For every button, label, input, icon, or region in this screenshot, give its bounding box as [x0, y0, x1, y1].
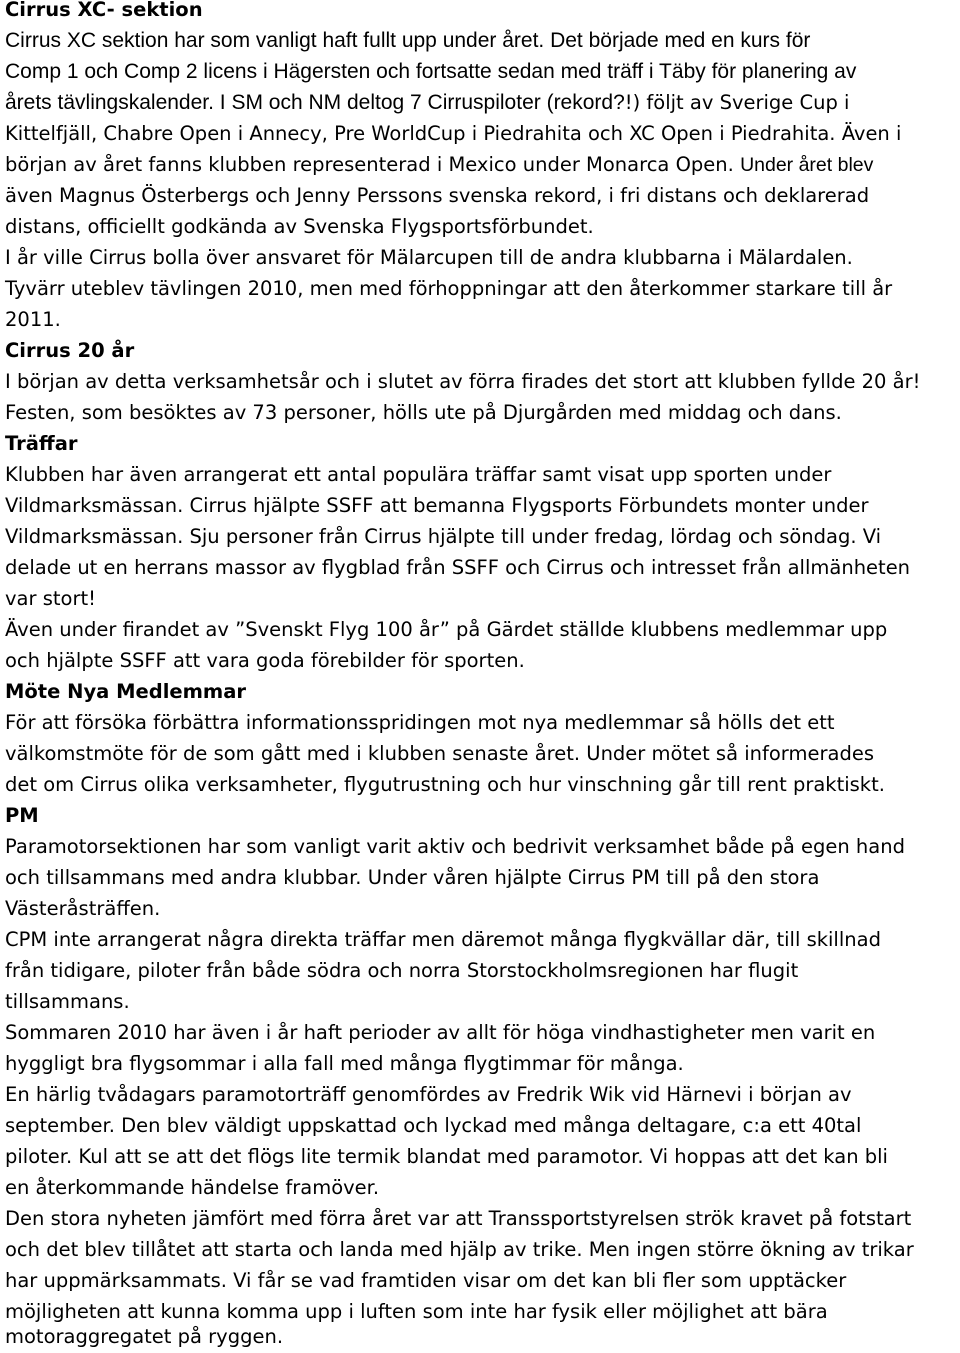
text-line: Sommaren 2010 har även i år haft perioder av allt för höga vindhastigheter men varit en [5, 1021, 876, 1044]
text-line: Västeråsträffen. [5, 897, 161, 920]
text-line: distans, officiellt godkända av Svenska Flygsportsförbundet. [5, 215, 594, 238]
text-line: från tidigare, piloter från både södra och norra Storstockholmsregionen har flugit [5, 959, 799, 982]
heading-cirrus-20: Cirrus 20 år [5, 339, 135, 362]
text-line: För att försöka förbättra informationsspridingen mot nya medlemmar så hölls det ett [5, 711, 835, 734]
text-line: Även under firandet av ”Svenskt Flyg 100 år” på Gärdet ställde klubbens medlemmar upp [5, 618, 888, 641]
text-line: Tyvärr uteblev tävlingen 2010, men med förhoppningar att den återkommer starkare till år [5, 277, 893, 300]
text-line: piloter. Kul att se att det flögs lite termik blandat med paramotor. Vi hoppas att det kan bli [5, 1145, 888, 1168]
text-line: Cirrus XC sektion har som vanligt haft fullt upp under året. Det började med en kurs för [5, 29, 811, 52]
text-line: en återkommande händelse framöver. [5, 1176, 380, 1199]
text-line: motoraggregatet på ryggen. [5, 1325, 284, 1348]
text-line: Comp 1 och Comp 2 licens i Hägersten och fortsatte sedan med träff i Täby för planering av [5, 60, 857, 83]
text-segment: Under året blev [740, 154, 874, 176]
text-line: hyggligt bra flygsommar i alla fall med många flygtimmar för många. [5, 1052, 684, 1075]
text-line: även Magnus Österbergs och Jenny Perssons svenska rekord, i fri distans och deklarerad [5, 184, 870, 207]
text-line: och det blev tillåtet att starta och landa med hjälp av trike. Men ingen större ökning av trikar [5, 1238, 914, 1261]
text-line: En härlig tvådagars paramotorträff genomfördes av Fredrik Wik vid Härnevi i början av [5, 1083, 852, 1106]
text-line: och tillsammans med andra klubbar. Under våren hjälpte Cirrus PM till på den stora [5, 866, 820, 889]
heading-traffar: Träffar [5, 432, 78, 455]
text-segment: !) följt av Sverige Cup i [624, 91, 850, 114]
heading-pm: PM [5, 804, 39, 827]
text-segment: början av året fanns klubben representerad i Mexico under Monarca Open. [5, 153, 741, 176]
text-line: välkomstmöte för de som gått med i klubben senaste året. Under mötet så informerades [5, 742, 874, 765]
text-line: tillsammans. [5, 990, 130, 1013]
text-line: I år ville Cirrus bolla över ansvaret för Mälarcupen till de andra klubbarna i Mälardalen. [5, 246, 853, 269]
text-line: Festen, som besöktes av 73 personer, hölls ute på Djurgården med middag och dans. [5, 401, 842, 424]
text-segment: årets tävlingskalender. I SM och NM deltog 7 Cirruspiloter (rekord? [5, 91, 625, 114]
heading-mote-nya-medlemmar: Möte Nya Medlemmar [5, 680, 247, 703]
text-line: det om Cirrus olika verksamheter, flygutrustning och hur vinschning går till rent praktiskt. [5, 773, 885, 796]
text-line: Kittelfjäll, Chabre Open i Annecy, Pre WorldCup i Piedrahita och XC Open i Piedrahita. Även i [5, 122, 902, 145]
text-line: Paramotorsektionen har som vanligt varit aktiv och bedrivit verksamhet både på egen hand [5, 835, 905, 858]
text-line: delade ut en herrans massor av flygblad från SSFF och Cirrus och intresset från allmänheten [5, 556, 911, 579]
text-line: CPM inte arrangerat några direkta träffar men däremot många flygkvällar där, till skillnad [5, 928, 881, 951]
text-line: september. Den blev väldigt uppskattad och lyckad med många deltagare, c:a ett 40tal [5, 1114, 862, 1137]
text-line: och hjälpte SSFF att vara goda förebilder för sporten. [5, 649, 525, 672]
heading-xc-section: Cirrus XC- sektion [5, 0, 203, 21]
text-line: var stort! [5, 587, 96, 610]
text-line: Vildmarksmässan. Sju personer från Cirrus hjälpte till under fredag, lördag och söndag. Vi [5, 525, 882, 548]
text-line: I början av detta verksamhetsår och i slutet av förra firades det stort att klubben fyllde 20 år! [5, 370, 921, 393]
text-line: Vildmarksmässan. Cirrus hjälpte SSFF att bemanna Flygsports Förbundets monter under [5, 494, 869, 517]
text-line: Klubben har även arrangerat ett antal populära träffar samt visat upp sporten under [5, 463, 832, 486]
text-line: Den stora nyheten jämfört med förra året var att Transsportstyrelsen strök kravet på fotstart [5, 1207, 912, 1230]
text-line: har uppmärksammats. Vi får se vad framtiden visar om det kan bli fler som upptäcker [5, 1269, 847, 1292]
text-line: 2011. [5, 308, 61, 331]
text-line [5, 91, 849, 115]
text-line: möjligheten att kunna komma upp i luften som inte har fysik eller möjlighet att bära [5, 1300, 828, 1323]
text-line [5, 153, 873, 177]
